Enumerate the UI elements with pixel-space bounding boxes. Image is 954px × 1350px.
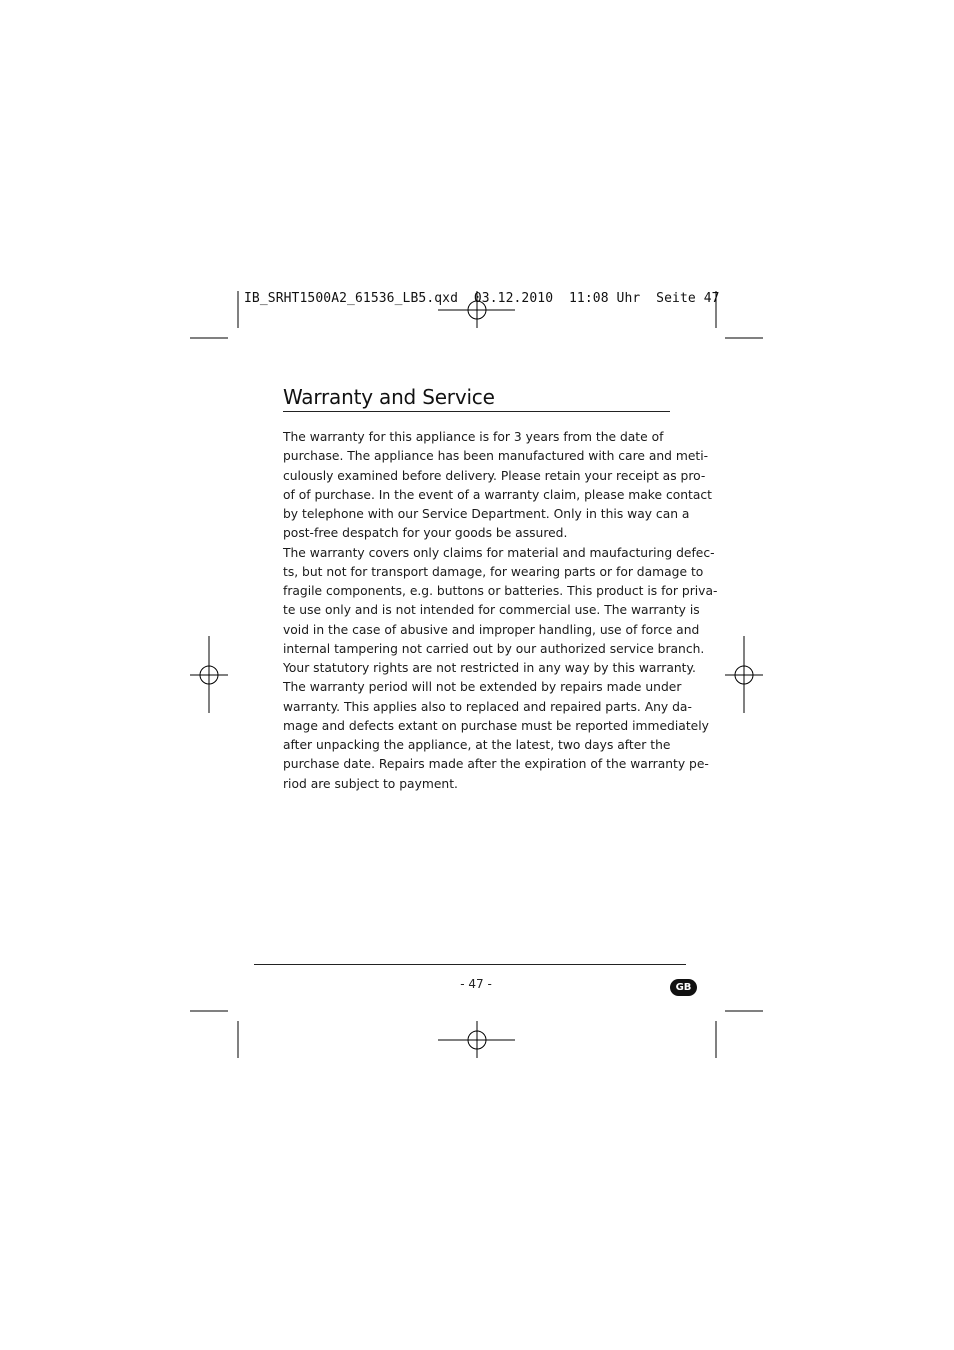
text-line: by telephone with our Service Department. Only in this way can a [283, 507, 690, 521]
text-line: The warranty for this appliance is for 3 years from the date of [283, 430, 664, 444]
text-line: purchase date. Repairs made after the expiration of the warranty pe- [283, 757, 709, 772]
text-line: post-free despatch for your goods be assured. [283, 526, 568, 541]
registration-mark-right [725, 636, 763, 713]
registration-mark-bottom [438, 1021, 515, 1058]
text-line: riod are subject to payment. [283, 776, 458, 791]
registration-mark-top [438, 291, 515, 328]
slug-line: IB_SRHT1500A2_61536_LB5.qxd 03.12.2010 11:08 Uhr Seite 47 [244, 291, 720, 306]
text-line: void in the case of abusive and improper handling, use of force and [283, 622, 700, 637]
text-line: after unpacking the appliance, at the latest, two days after the [283, 738, 671, 752]
footer-rule [254, 964, 686, 965]
text-line: Your statutory rights are not restricted in any way by this warranty. [283, 661, 696, 675]
text-line: fragile components, e.g. buttons or batteries. This product is for priva- [283, 584, 718, 598]
language-badge: GB [670, 979, 697, 996]
registration-mark-left [190, 636, 228, 713]
text-line: The warranty covers only claims for material and maufacturing defec- [283, 545, 715, 560]
page-title: Warranty and Service [283, 385, 495, 409]
page-number: - 47 - [460, 977, 492, 991]
text-line: of of purchase. In the event of a warranty claim, please make contact [283, 487, 712, 502]
text-line: mage and defects extant on purchase must be reported immediately [283, 718, 709, 733]
text-line: ts, but not for transport damage, for wearing parts or for damage to [283, 564, 704, 579]
warranty-paragraph [283, 428, 718, 794]
text-line: internal tampering not carried out by our authorized service branch. [283, 641, 705, 656]
text-line: The warranty period will not be extended by repairs made under [283, 680, 682, 695]
title-underline [283, 411, 670, 412]
text-line: warranty. This applies also to replaced and repaired parts. Any da- [283, 699, 692, 714]
text-line: purchase. The appliance has been manufactured with care and meti- [283, 449, 709, 464]
text-line: culously examined before delivery. Please retain your receipt as pro- [283, 468, 706, 483]
text-line: te use only and is not intended for commercial use. The warranty is [283, 603, 700, 618]
